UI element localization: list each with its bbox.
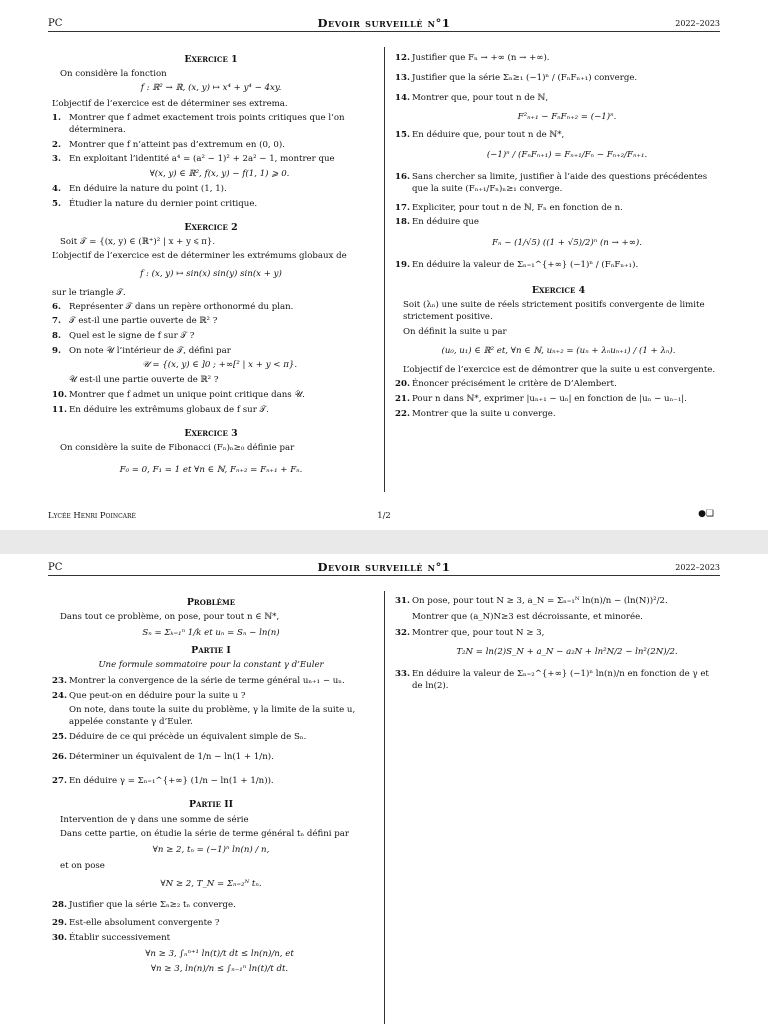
question-10: 10. Montrer que f admet un unique point critique dans 𝒰. [52, 389, 305, 400]
question-14: 14. Montrer que, pour tout n de ℕ, F²ₙ₊₁ − FₙFₙ₊₂ = (−1)ⁿ. [395, 92, 722, 122]
question-18: 18. En déduire que Fₙ ~ (1/√5) ((1 + √5)/2)ⁿ (n → +∞). [395, 216, 722, 248]
question-31: 31. On pose, pour tout N ≥ 3, a_N = Σₙ₌₁ᴺ ln(n)/n − (ln(N))²/2. Montrer que (a_N)N≥3 est décroissante, et minorée. [395, 595, 722, 623]
problem-definition: Sₙ = Σₖ₌₁ⁿ 1/k et uₙ = Sₙ − ln(n) [142, 628, 280, 639]
problem-right-column [395, 595, 722, 695]
question-30-formula-2: ∀n ≥ 3, ln(n)/n ≤ ∫ₙ₋₁ⁿ ln(t)/t dt. [150, 963, 289, 974]
question-15-formula: (−1)ⁿ / (FₙFₙ₊₁) = Fₙ₊₁/Fₙ − Fₙ₊₂/Fₙ₊₁. [486, 150, 648, 161]
question-9-b: 𝒰 est-il une partie ouverte de ℝ² ? [69, 375, 219, 386]
header-rule [48, 575, 720, 576]
ex1-function: f : ℝ² → ℝ, (x, y) ↦ x⁴ + y⁴ − 4xy. [140, 83, 282, 94]
question-3: 3. En exploitant l’identité a⁴ = (a² − 1)² + 2a² − 1, montrer que ∀(x, y) ∈ ℝ², f(x, y) − f(1, 1) ⩾ 0. [52, 153, 370, 179]
tn-definition: ∀n ≥ 2, tₙ = (−1)ⁿ ln(n) / n, [152, 845, 270, 856]
page-2 [0, 554, 768, 1024]
column-divider [384, 47, 385, 492]
question-30: 30. Établir successivement ∀n ≥ 3, ∫ₙⁿ⁺¹ ln(t)/t dt ≤ ln(n)/n, et ∀n ≥ 3, ln(n)/n ≤ ∫ₙ₋₁ⁿ ln(t)/t dt. [52, 932, 370, 976]
ex2-function: f : (x, y) ↦ sin(x) sin(y) sin(x + y) [140, 269, 282, 280]
exercise-1-title: Exercice 1 [184, 54, 238, 65]
question-9: 9. On note 𝒰 l’intérieur de 𝒯, défini par 𝒰 = {(x, y) ∈ ]0 ; +∞[² | x + y < π}. 𝒰 est-il une partie ouverte de ℝ² ? [52, 345, 370, 387]
part-1-title: Partie I [191, 644, 231, 656]
question-13: 13. Justifier que la série Σₙ≥₁ (−1)ⁿ / (FₙFₙ₊₁) converge. [395, 73, 638, 84]
part-2-title: Partie II [188, 799, 234, 811]
header-year: 2022–2023 [675, 563, 720, 572]
question-15: 15. En déduire que, pour tout n de ℕ*, (−1)ⁿ / (FₙFₙ₊₁) = Fₙ₊₁/Fₙ − Fₙ₊₂/Fₙ₊₁. [395, 129, 722, 161]
exercise-3-title: Exercice 3 [184, 427, 238, 439]
question-21: 21. Pour n dans ℕ*, exprimer |uₙ₊₁ − uₙ| en fonction de |uₙ − uₙ₋₁|. [395, 393, 687, 404]
problem-title: Problème [186, 597, 236, 608]
question-6: 6. Représenter 𝒯 dans un repère orthonormé du plan. [52, 301, 294, 312]
ex2-goal: L’objectif de l’exercice est de déterminer les extrémums globaux de [52, 251, 347, 262]
footer-page-number: 1/2 [377, 510, 391, 520]
exercise-4-title: Exercice 4 [531, 284, 586, 296]
ex2-intro: Soit 𝒯 = {(x, y) ∈ (ℝ⁺)² | x + y ⩽ π}. [60, 236, 216, 247]
column-divider [384, 591, 385, 1024]
question-2: 2. Montrer que f n’atteint pas d’extremum en (0, 0). [52, 139, 285, 150]
ex4-intro: Soit (λₙ) une suite de réels strictement positifs convergente de limite strictement positive. [403, 300, 705, 323]
question-14-formula: F²ₙ₊₁ − FₙFₙ₊₂ = (−1)ⁿ. [517, 111, 617, 122]
ex4-definition: (u₀, u₁) ∈ ℝ² et, ∀n ∈ ℕ, uₙ₊₂ = (uₙ + λₙuₙ₊₁) / (1 + λₙ). [441, 345, 676, 356]
ex3-definition: F₀ = 0, F₁ = 1 et ∀n ∈ ℕ, Fₙ₊₂ = Fₙ₊₁ + Fₙ. [119, 465, 303, 476]
question-24: 24. Que peut-on en déduire pour la suite u ? On note, dans toute la suite du problème, γ la limite de la suite u, appelée constante γ d’Euler. [52, 690, 370, 729]
question-4: 4. En déduire la nature du point (1, 1). [52, 183, 227, 194]
question-1: 1. Montrer que f admet exactement trois points critiques que l’on déterminera. [52, 112, 345, 136]
question-25: 25. Déduire de ce qui précède un équivalent simple de Sₙ. [52, 731, 307, 742]
question-23: 23. Montrer la convergence de la série de terme général uₙ₊₁ − uₙ. [52, 676, 345, 687]
TN-definition: ∀N ≥ 2, T_N = Σₙ₌₂ᴺ tₙ. [160, 879, 262, 890]
question-3-formula: ∀(x, y) ∈ ℝ², f(x, y) − f(1, 1) ⩾ 0. [149, 168, 290, 179]
ex1-goal: L’objectif de l’exercice est de déterminer ses extrema. [52, 98, 288, 109]
ex4-goal: L’objectif de l’exercice est de démontrer que la suite u est convergente. [403, 364, 716, 375]
footer-school: Lycée Henri Poincaré [48, 510, 136, 520]
ex4-intro-2: On définit la suite u par [403, 326, 507, 337]
footer-mark: ●❏ [698, 509, 714, 519]
question-31-b: Montrer que (a_N)N≥3 est décroissante, et minorée. [412, 612, 643, 623]
question-16: 16. Sans chercher sa limite, justifier à l’aide des questions précédentes que la suite (Fₙ₊₁/Fₙ)ₙ≥₁ converge. [395, 172, 708, 195]
header-title: Devoir surveillé n°1 [317, 560, 451, 574]
header-title: Devoir surveillé n°1 [317, 16, 451, 30]
header-class: PC [48, 562, 63, 573]
problem-intro: Dans tout ce problème, on pose, pour tout n ∈ ℕ*, [60, 612, 280, 623]
question-33: 33. En déduire la valeur de Σₙ₌₂^{+∞} (−1)ⁿ ln(n)/n en fonction de γ et de ln(2). [395, 668, 709, 692]
header-class: PC [48, 18, 63, 29]
question-17: 17. Expliciter, pour tout n de ℕ, Fₙ en fonction de n. [395, 202, 623, 213]
question-12: 12. Justifier que Fₙ → +∞ (n → +∞). [395, 53, 550, 63]
question-26: 26. Déterminer un équivalent de 1/n − ln(1 + 1/n). [52, 752, 274, 763]
part-2-intro: Dans cette partie, on étudie la série de terme général tₙ défini par [60, 828, 349, 839]
question-18-formula: Fₙ ~ (1/√5) ((1 + √5)/2)ⁿ (n → +∞). [492, 237, 642, 248]
question-28: 28. Justifier que la série Σₙ≥₂ tₙ converge. [52, 899, 236, 910]
question-5: 5. Étudier la nature du dernier point critique. [52, 198, 258, 209]
question-8: 8. Quel est le signe de f sur 𝒯 ? [52, 331, 195, 342]
question-29: 29. Est-elle absolument convergente ? [52, 917, 220, 928]
ex1-intro: On considère la fonction [60, 69, 167, 80]
left-column [52, 52, 370, 479]
question-9-formula: 𝒰 = {(x, y) ∈ ]0 ; +∞[² | x + y < π}. [141, 360, 298, 371]
question-19: 19. En déduire la valeur de Σₙ₌₁^{+∞} (−1)ⁿ / (FₙFₙ₊₁). [395, 259, 639, 270]
page-separator [0, 530, 768, 554]
problem-left-column [52, 595, 370, 978]
header-year: 2022–2023 [675, 19, 720, 28]
question-27: 27. En déduire γ = Σₙ₌₁^{+∞} (1/n − ln(1 + 1/n)). [52, 776, 274, 787]
question-32: 32. Montrer que, pour tout N ≥ 3, T₂N = ln(2)S_N + a_N − a₂N + ln²N/2 − ln²(2N)/2. [395, 627, 722, 657]
question-24-b: On note, dans toute la suite du problème, γ la limite de la suite u, appelée constante γ d’Euler. [69, 704, 356, 728]
ex3-intro: On considère la suite de Fibonacci (Fₙ)ₙ≥₀ définie par [60, 443, 295, 454]
ex2-triangle: sur le triangle 𝒯. [52, 287, 126, 298]
question-20: 20. Énoncer précisément le critère de D’Alembert. [395, 379, 617, 390]
question-7: 7. 𝒯 est-il une partie ouverte de ℝ² ? [52, 316, 218, 327]
and-pose: et on pose [60, 861, 105, 872]
right-column [395, 52, 722, 422]
question-11: 11. En déduire les extrêmums globaux de f sur 𝒯. [52, 404, 269, 415]
part-1-subtitle: Une formule sommatoire pour la constant γ d’Euler [98, 659, 324, 670]
question-32-formula: T₂N = ln(2)S_N + a_N − a₂N + ln²N/2 − ln²(2N)/2. [456, 646, 678, 657]
question-22: 22. Montrer que la suite u converge. [395, 408, 556, 419]
question-30-formula-1: ∀n ≥ 3, ∫ₙⁿ⁺¹ ln(t)/t dt ≤ ln(n)/n, et [145, 948, 294, 959]
header-rule [48, 31, 720, 32]
exercise-2-title: Exercice 2 [184, 221, 238, 233]
part-2-subtitle: Intervention de γ dans une somme de série [60, 814, 249, 825]
